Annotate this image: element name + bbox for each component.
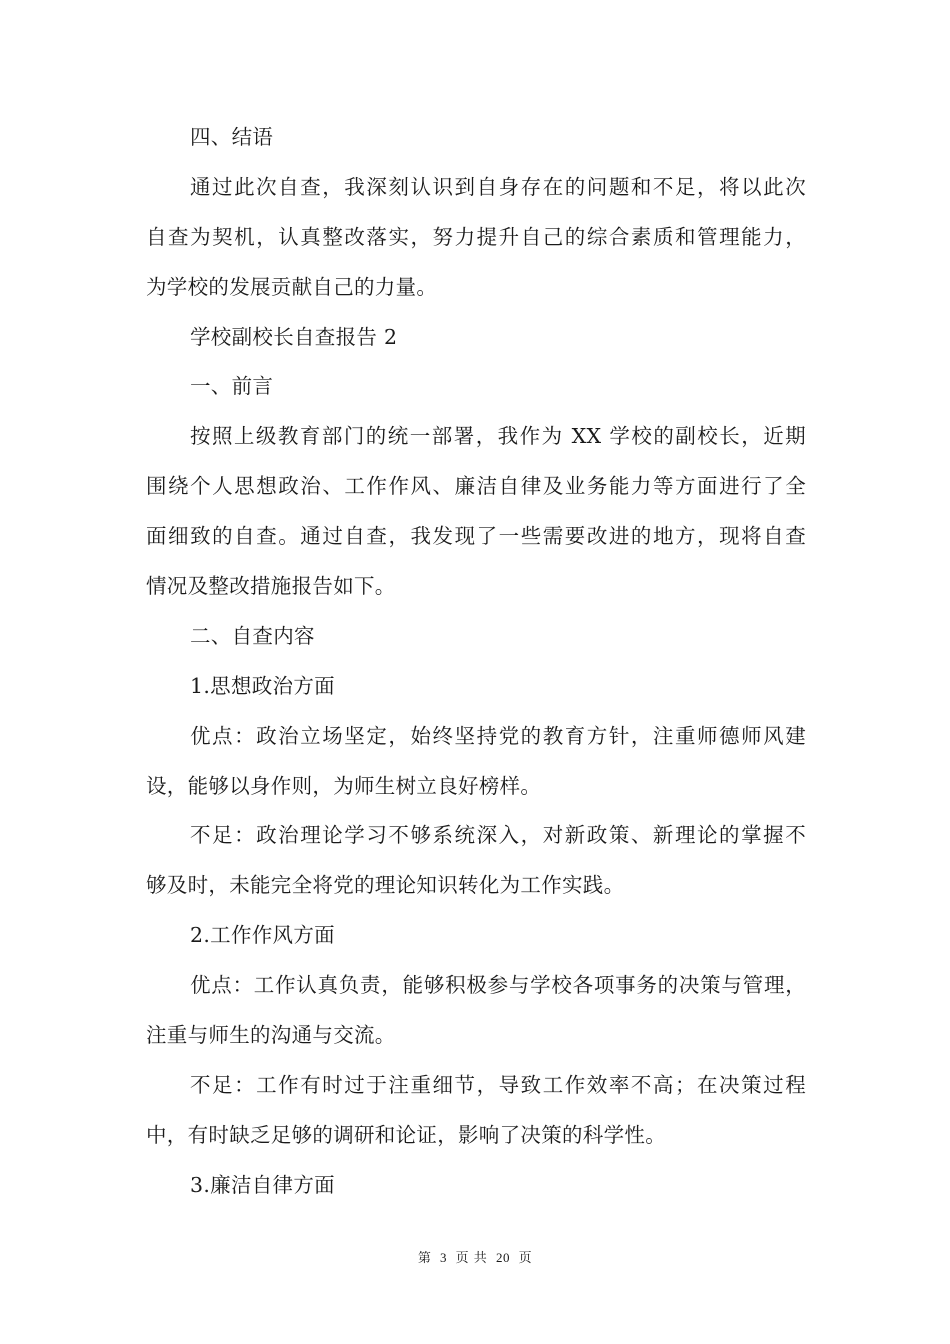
footer-total-pages: 20 xyxy=(495,1250,510,1265)
document-body xyxy=(146,113,806,1211)
text-line: 够及时，未能完全将党的理论知识转化为工作实践。 xyxy=(146,873,625,898)
text-line: 一、前言 xyxy=(190,374,274,399)
text-line: 二、自查内容 xyxy=(190,623,315,648)
text-line: 2.工作作风方面 xyxy=(190,923,335,948)
text-line: 情况及整改措施报告如下。 xyxy=(146,574,396,599)
text-line: 不足：政治理论学习不够系统深入，对新政策、新理论的掌握不 xyxy=(190,823,806,848)
text-line: 中，有时缺乏足够的调研和论证，影响了决策的科学性。 xyxy=(146,1122,666,1147)
page-footer xyxy=(0,1248,950,1269)
footer-middle: 页 共 xyxy=(455,1251,488,1266)
text-line: 四、结语 xyxy=(190,125,274,149)
text-line: 优点：工作认真负责，能够积极参与学校各项事务的决策与管理， xyxy=(190,973,806,998)
footer-current-page: 3 xyxy=(440,1250,448,1265)
footer-suffix: 页 xyxy=(518,1251,533,1266)
text-line: 设，能够以身作则，为师生树立良好榜样。 xyxy=(146,773,542,798)
text-line: 优点：政治立场坚定，始终坚持党的教育方针，注重师德师风建 xyxy=(190,723,806,748)
text-line: 围绕个人思想政治、工作作风、廉洁自律及业务能力等方面进行了全 xyxy=(146,474,806,499)
text-line: 按照上级教育部门的统一部署，我作为 XX 学校的副校长，近期 xyxy=(190,424,806,449)
text-line: 自查为契机，认真整改落实，努力提升自己的综合素质和管理能力， xyxy=(146,224,806,249)
footer-prefix: 第 xyxy=(417,1251,432,1266)
text-line: 1.思想政治方面 xyxy=(190,673,335,698)
text-line: 注重与师生的沟通与交流。 xyxy=(146,1023,396,1048)
text-line: 为学校的发展贡献自己的力量。 xyxy=(146,274,438,299)
text-line: 不足：工作有时过于注重细节，导致工作效率不高；在决策过程 xyxy=(190,1072,806,1097)
text-line: 学校副校长自查报告 2 xyxy=(190,324,398,349)
text-line: 通过此次自查，我深刻认识到自身存在的问题和不足，将以此次 xyxy=(190,174,806,199)
text-line: 3.廉洁自律方面 xyxy=(190,1172,335,1197)
text-line: 面细致的自查。通过自查，我发现了一些需要改进的地方，现将自查 xyxy=(146,524,806,549)
